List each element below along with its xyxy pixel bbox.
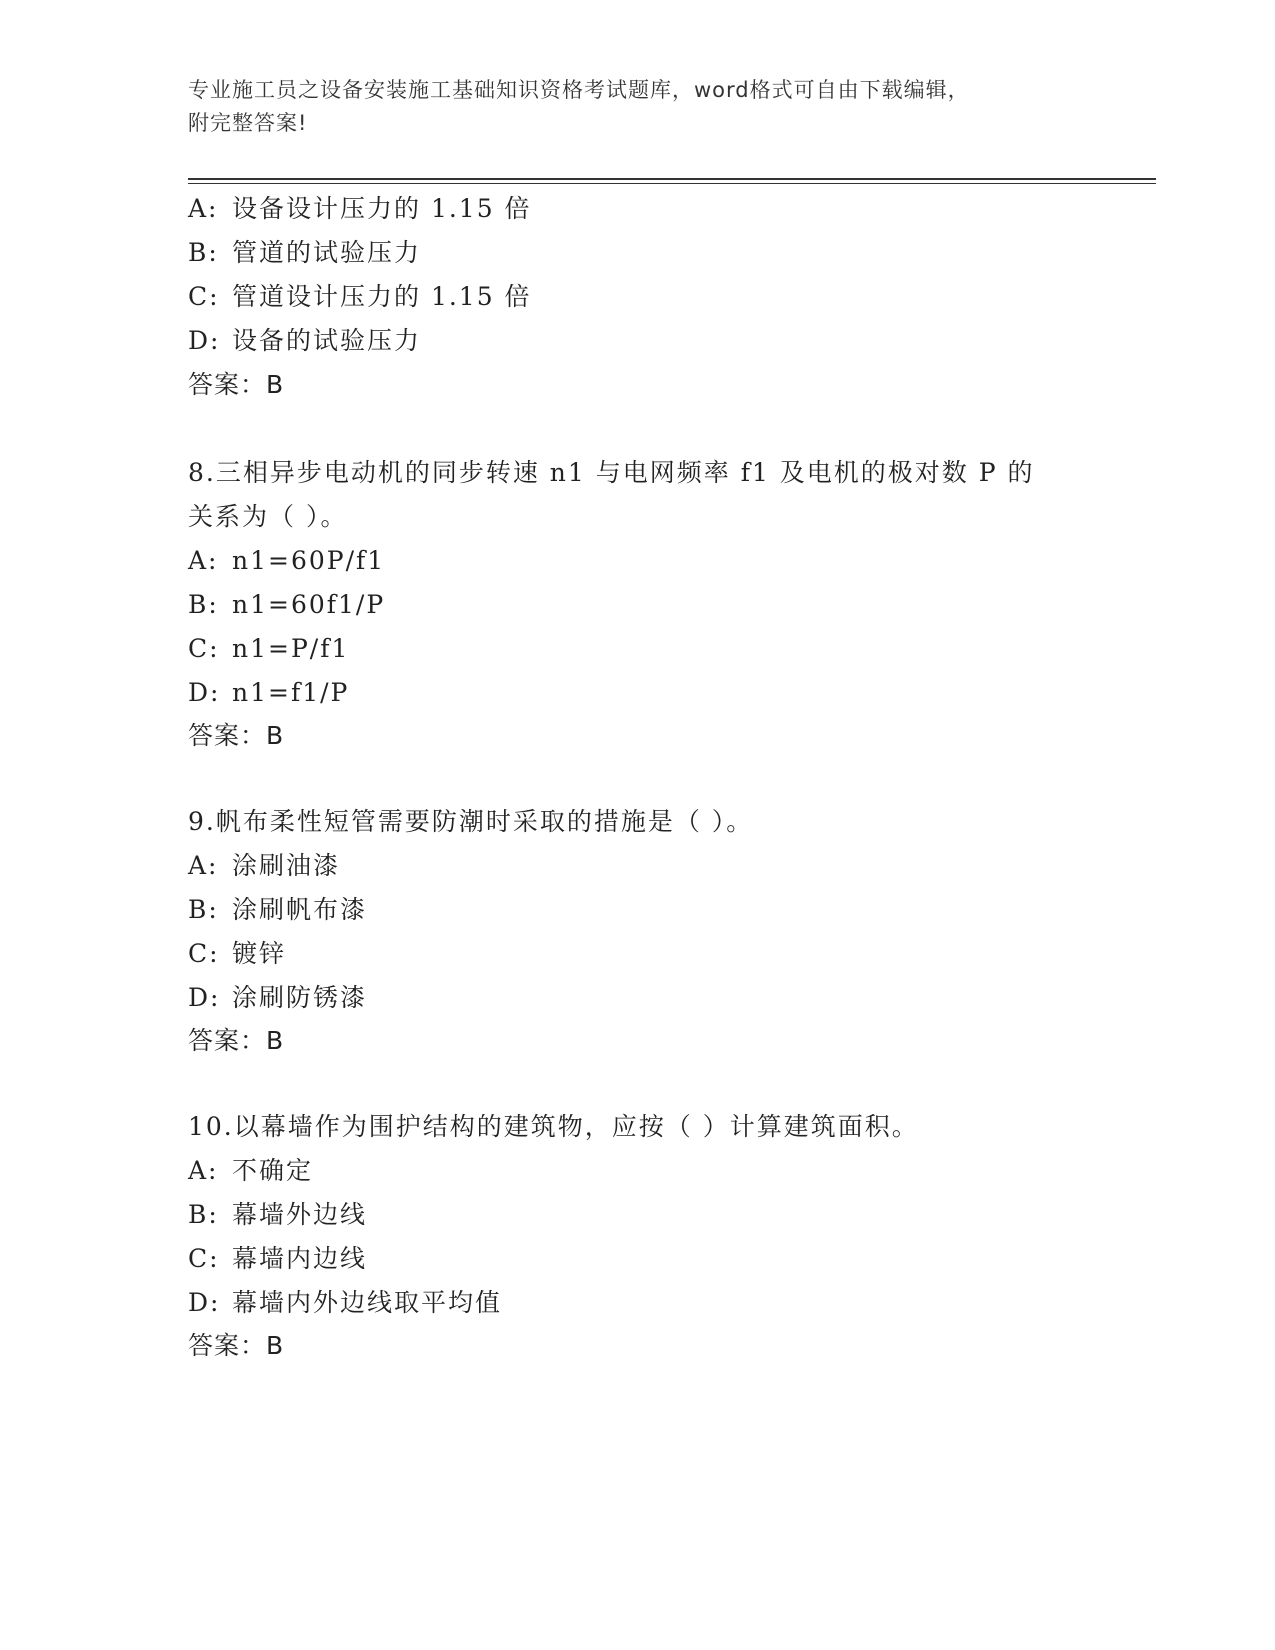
q8-answer: 答案：B <box>188 721 285 750</box>
option-letter: A: <box>188 546 219 575</box>
header-divider-top <box>188 178 1156 180</box>
option-text: n1=60f1/P <box>232 590 386 619</box>
q9-option-d <box>188 982 367 1014</box>
q9-option-b <box>188 894 367 926</box>
option-letter: C: <box>188 1244 220 1273</box>
option-letter: B: <box>188 238 219 267</box>
q10-stem-line-1: 10.以幕墙作为围护结构的建筑物，应按（ ）计算建筑面积。 <box>188 1112 919 1141</box>
option-letter: C: <box>188 282 220 311</box>
q7-option-c <box>188 281 532 313</box>
q8-option-d <box>188 677 349 709</box>
option-letter: D: <box>188 326 221 355</box>
q9-option-a <box>188 850 340 882</box>
option-text: n1=P/f1 <box>232 634 350 663</box>
q10-option-b <box>188 1199 367 1231</box>
option-text: 幕墙内外边线取平均值 <box>232 1288 503 1317</box>
option-letter: A: <box>188 851 219 880</box>
q7-option-b <box>188 237 421 269</box>
option-letter: B: <box>188 1200 219 1229</box>
option-letter: B: <box>188 590 219 619</box>
q10-option-a <box>188 1155 313 1187</box>
option-letter: D: <box>188 983 221 1012</box>
q10-option-c <box>188 1243 367 1275</box>
option-text: 镀锌 <box>232 939 287 968</box>
option-text: 幕墙外边线 <box>232 1200 368 1229</box>
q8-option-b <box>188 589 385 621</box>
option-text: 设备的试验压力 <box>232 326 422 355</box>
q9-answer: 答案：B <box>188 1026 285 1055</box>
header-divider-bottom <box>188 183 1156 184</box>
q9-stem-line-1: 9.帆布柔性短管需要防潮时采取的措施是（ ）。 <box>188 807 754 836</box>
q10-answer: 答案：B <box>188 1331 285 1360</box>
option-text: 管道的试验压力 <box>232 238 422 267</box>
q8-stem-line-1: 8.三相异步电动机的同步转速 n1 与电网频率 f1 及电机的极对数 P 的 <box>188 458 1035 487</box>
q7-answer: 答案：B <box>188 370 285 399</box>
option-letter: A: <box>188 194 219 223</box>
option-text: n1=f1/P <box>232 678 350 707</box>
q10-option-d <box>188 1287 502 1319</box>
q8-stem-line-2: 关系为（ ）。 <box>188 502 348 531</box>
option-letter: A: <box>188 1156 219 1185</box>
option-text: 设备设计压力的 1.15 倍 <box>232 194 532 223</box>
option-text: 涂刷帆布漆 <box>232 895 368 924</box>
q9-option-c <box>188 938 286 970</box>
q8-option-a <box>188 545 385 577</box>
option-text: 幕墙内边线 <box>232 1244 368 1273</box>
option-letter: C: <box>188 634 220 663</box>
document-header <box>188 74 1088 140</box>
q7-option-d <box>188 325 421 357</box>
option-text: 不确定 <box>232 1156 314 1185</box>
option-text: n1=60P/f1 <box>232 546 386 575</box>
option-text: 管道设计压力的 1.15 倍 <box>232 282 532 311</box>
header-line-2: 附完整答案! <box>188 111 308 135</box>
option-letter: B: <box>188 895 219 924</box>
option-letter: C: <box>188 939 220 968</box>
q7-option-a <box>188 193 532 225</box>
header-line-1: 专业施工员之设备安装施工基础知识资格考试题库，word格式可自由下载编辑， <box>188 78 970 102</box>
option-text: 涂刷防锈漆 <box>232 983 368 1012</box>
option-letter: D: <box>188 678 221 707</box>
option-text: 涂刷油漆 <box>232 851 341 880</box>
option-letter: D: <box>188 1288 221 1317</box>
q8-option-c <box>188 633 349 665</box>
